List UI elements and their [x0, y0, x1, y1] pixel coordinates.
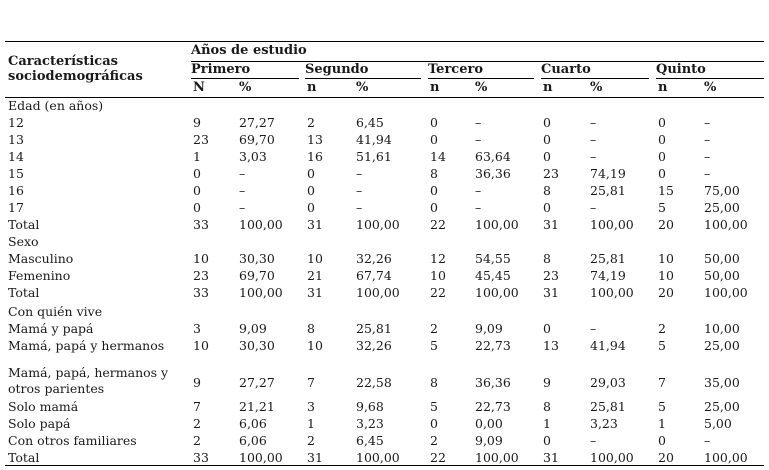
- year-rule-3: [428, 78, 534, 79]
- table-cell: 0: [307, 183, 315, 198]
- table-cell: –: [239, 183, 246, 198]
- table-cell: 23: [543, 268, 559, 283]
- table-cell: 9: [193, 375, 201, 390]
- table-cell: 0: [658, 132, 666, 147]
- table-cell: 100,00: [475, 217, 519, 232]
- table-cell: 74,19: [590, 268, 626, 283]
- table-cell: –: [356, 183, 363, 198]
- table-cell: 10: [307, 338, 323, 353]
- table-cell: 12: [430, 251, 446, 266]
- table-cell: 10: [307, 251, 323, 266]
- table-cell: 10: [193, 251, 209, 266]
- year-header-3: Tercero: [428, 62, 484, 77]
- table-cell: –: [704, 433, 711, 448]
- row-label: Total: [8, 285, 40, 300]
- row-label-continued: otros parientes: [8, 381, 105, 396]
- year-rule-1: [191, 78, 299, 79]
- row-label: Edad (en años): [8, 98, 104, 113]
- row-label: 17: [8, 200, 24, 215]
- table-cell: 8: [543, 183, 551, 198]
- table-cell: 31: [543, 450, 559, 465]
- table-cell: 6,45: [356, 115, 384, 130]
- group-header: Años de estudio: [191, 43, 307, 58]
- table-cell: 69,70: [239, 132, 275, 147]
- table-cell: 0: [658, 149, 666, 164]
- table-cell: –: [356, 166, 363, 181]
- table-cell: 0: [430, 200, 438, 215]
- table-cell: 100,00: [239, 450, 283, 465]
- table-cell: 23: [193, 268, 209, 283]
- row-label: Femenino: [8, 268, 71, 283]
- top-rule: [5, 41, 764, 42]
- year-header-5: Quinto: [656, 62, 706, 77]
- table-cell: 22,73: [475, 399, 511, 414]
- year-header-1: Primero: [191, 62, 251, 77]
- table-cell: 100,00: [475, 450, 519, 465]
- bottom-rule: [5, 465, 764, 466]
- table-cell: 3,23: [590, 416, 618, 431]
- table-cell: 10: [658, 268, 674, 283]
- table-cell: 2: [430, 321, 438, 336]
- table-cell: 100,00: [239, 285, 283, 300]
- table-cell: 5,00: [704, 416, 732, 431]
- table-cell: –: [590, 115, 597, 130]
- table-cell: 23: [543, 166, 559, 181]
- table-cell: 36,36: [475, 166, 511, 181]
- table-cell: 30,30: [239, 251, 275, 266]
- table-cell: 100,00: [356, 450, 400, 465]
- year-rule-5: [656, 78, 764, 79]
- table-cell: 21,21: [239, 399, 275, 414]
- table-cell: 0: [430, 115, 438, 130]
- row-header-line1: Características: [8, 54, 118, 69]
- table-cell: 100,00: [356, 285, 400, 300]
- table-cell: 100,00: [704, 217, 748, 232]
- table-cell: 1: [543, 416, 551, 431]
- table-cell: 22,58: [356, 375, 392, 390]
- table-cell: 0: [658, 115, 666, 130]
- table-cell: 5: [658, 338, 666, 353]
- row-label: Solo mamá: [8, 399, 79, 414]
- table-cell: 7: [193, 399, 201, 414]
- table-cell: 69,70: [239, 268, 275, 283]
- table-cell: 9,09: [475, 321, 503, 336]
- table-cell: 2: [193, 433, 201, 448]
- table-cell: 25,81: [590, 183, 626, 198]
- table-cell: –: [475, 132, 482, 147]
- table-cell: 31: [543, 285, 559, 300]
- table-cell: 9,09: [475, 433, 503, 448]
- table-cell: 8: [543, 399, 551, 414]
- table-cell: 6,06: [239, 416, 267, 431]
- row-label: Masculino: [8, 251, 74, 266]
- table-cell: 5: [430, 399, 438, 414]
- sub-header-8: %: [590, 80, 603, 95]
- table-cell: 3: [193, 321, 201, 336]
- table-cell: 27,27: [239, 115, 275, 130]
- table-cell: –: [590, 149, 597, 164]
- table-cell: 100,00: [239, 217, 283, 232]
- table-cell: 1: [658, 416, 666, 431]
- sub-header-7: n: [543, 80, 553, 95]
- table-cell: 8: [543, 251, 551, 266]
- year-header-2: Segundo: [305, 62, 369, 77]
- table-cell: 16: [307, 149, 323, 164]
- table-cell: 10: [430, 268, 446, 283]
- table-cell: 3,03: [239, 149, 267, 164]
- table-cell: 100,00: [590, 285, 634, 300]
- table-cell: 22: [430, 450, 446, 465]
- table-cell: 100,00: [704, 450, 748, 465]
- table-cell: 9,68: [356, 399, 384, 414]
- table-cell: 50,00: [704, 268, 740, 283]
- table-cell: 20: [658, 217, 674, 232]
- table-cell: 41,94: [356, 132, 392, 147]
- table-cell: 32,26: [356, 338, 392, 353]
- table-cell: 33: [193, 217, 209, 232]
- table-cell: 23: [193, 132, 209, 147]
- table-cell: 25,81: [356, 321, 392, 336]
- table-cell: 1: [307, 416, 315, 431]
- row-header: [8, 54, 143, 84]
- year-header-4: Cuarto: [541, 62, 591, 77]
- table-cell: 1: [193, 149, 201, 164]
- row-label: Sexo: [8, 234, 39, 249]
- table-cell: 20: [658, 450, 674, 465]
- sub-header-10: %: [704, 80, 717, 95]
- row-label: Total: [8, 450, 40, 465]
- table-cell: 33: [193, 450, 209, 465]
- row-label: 12: [8, 115, 24, 130]
- table-cell: 6,06: [239, 433, 267, 448]
- table-cell: 74,19: [590, 166, 626, 181]
- table-cell: 25,00: [704, 200, 740, 215]
- table-cell: 41,94: [590, 338, 626, 353]
- table-cell: 0: [543, 149, 551, 164]
- row-label: Solo papá: [8, 416, 71, 431]
- table-cell: 32,26: [356, 251, 392, 266]
- table-cell: 8: [307, 321, 315, 336]
- table-cell: 50,00: [704, 251, 740, 266]
- table-cell: 9,09: [239, 321, 267, 336]
- row-label: 15: [8, 166, 24, 181]
- table-cell: 8: [430, 166, 438, 181]
- table-cell: 67,74: [356, 268, 392, 283]
- table-cell: 0: [543, 132, 551, 147]
- sub-header-3: n: [307, 80, 317, 95]
- table-cell: 45,45: [475, 268, 511, 283]
- table-cell: 7: [307, 375, 315, 390]
- table-cell: 14: [430, 149, 446, 164]
- table-cell: 10: [193, 338, 209, 353]
- table-cell: –: [239, 200, 246, 215]
- row-label: Mamá y papá: [8, 321, 94, 336]
- table-cell: –: [475, 115, 482, 130]
- table-cell: 10,00: [704, 321, 740, 336]
- row-label: Con quién vive: [8, 304, 103, 319]
- table-cell: 7: [658, 375, 666, 390]
- table-cell: 27,27: [239, 375, 275, 390]
- table-cell: 2: [658, 321, 666, 336]
- table-cell: 0: [658, 433, 666, 448]
- table-cell: –: [704, 149, 711, 164]
- table-cell: 31: [307, 450, 323, 465]
- row-header-line2: sociodemográficas: [8, 69, 143, 84]
- table-cell: –: [590, 132, 597, 147]
- row-label: Mamá, papá, hermanos y: [8, 365, 169, 380]
- sub-header-4: %: [356, 80, 369, 95]
- table-cell: 25,81: [590, 399, 626, 414]
- table-cell: 31: [307, 285, 323, 300]
- table-cell: 5: [658, 399, 666, 414]
- table-cell: 100,00: [590, 450, 634, 465]
- table-cell: 22: [430, 285, 446, 300]
- row-label: 16: [8, 183, 24, 198]
- table-cell: 0: [193, 166, 201, 181]
- table-cell: 6,45: [356, 433, 384, 448]
- table-cell: 21: [307, 268, 323, 283]
- table-cell: 5: [658, 200, 666, 215]
- table-cell: 10: [658, 251, 674, 266]
- row-label: Total: [8, 217, 40, 232]
- table-cell: 100,00: [704, 285, 748, 300]
- table-cell: 0: [430, 416, 438, 431]
- table-cell: 36,36: [475, 375, 511, 390]
- table-cell: 0: [543, 200, 551, 215]
- table-cell: –: [590, 321, 597, 336]
- table-cell: 0: [307, 200, 315, 215]
- header-bottom-rule: [5, 97, 764, 98]
- table-cell: 100,00: [590, 217, 634, 232]
- table-cell: 0: [193, 200, 201, 215]
- table-cell: 30,30: [239, 338, 275, 353]
- table-cell: –: [704, 115, 711, 130]
- table-cell: 25,81: [590, 251, 626, 266]
- row-label: 14: [8, 149, 24, 164]
- table-cell: –: [475, 183, 482, 198]
- table-cell: –: [356, 200, 363, 215]
- table-cell: 0: [543, 321, 551, 336]
- table-cell: 51,61: [356, 149, 392, 164]
- table-cell: 5: [430, 338, 438, 353]
- table-cell: –: [590, 200, 597, 215]
- table-cell: 63,64: [475, 149, 511, 164]
- table-cell: 15: [658, 183, 674, 198]
- table-cell: 2: [307, 433, 315, 448]
- table-cell: 22,73: [475, 338, 511, 353]
- table-cell: –: [590, 433, 597, 448]
- table-cell: 29,03: [590, 375, 626, 390]
- table-cell: 33: [193, 285, 209, 300]
- table-cell: 3: [307, 399, 315, 414]
- table-cell: 13: [307, 132, 323, 147]
- table-cell: 22: [430, 217, 446, 232]
- table-cell: 0: [543, 433, 551, 448]
- table-cell: 2: [193, 416, 201, 431]
- table-cell: 2: [307, 115, 315, 130]
- table-cell: –: [704, 166, 711, 181]
- table-cell: –: [704, 132, 711, 147]
- table-cell: 0: [430, 183, 438, 198]
- sub-header-1: N: [193, 80, 205, 95]
- table-cell: 54,55: [475, 251, 511, 266]
- sub-header-9: n: [658, 80, 668, 95]
- table-cell: 25,00: [704, 338, 740, 353]
- sub-header-5: n: [430, 80, 440, 95]
- table-cell: 9: [543, 375, 551, 390]
- row-label: 13: [8, 132, 24, 147]
- table-cell: 31: [543, 217, 559, 232]
- table-cell: 20: [658, 285, 674, 300]
- table-cell: 31: [307, 217, 323, 232]
- table-cell: 35,00: [704, 375, 740, 390]
- table-cell: 9: [193, 115, 201, 130]
- row-label: Con otros familiares: [8, 433, 137, 448]
- table-cell: 0: [307, 166, 315, 181]
- table-cell: 13: [543, 338, 559, 353]
- table-cell: 0,00: [475, 416, 503, 431]
- sub-header-2: %: [239, 80, 252, 95]
- year-rule-4: [541, 78, 649, 79]
- table-cell: 100,00: [356, 217, 400, 232]
- table-cell: 0: [430, 132, 438, 147]
- table-cell: 0: [193, 183, 201, 198]
- table-cell: 0: [658, 166, 666, 181]
- table-cell: 0: [543, 115, 551, 130]
- table-cell: 8: [430, 375, 438, 390]
- table-cell: –: [475, 200, 482, 215]
- sub-header-6: %: [475, 80, 488, 95]
- table-cell: 100,00: [475, 285, 519, 300]
- year-rule-2: [305, 78, 421, 79]
- table-cell: –: [239, 166, 246, 181]
- row-label: Mamá, papá y hermanos: [8, 338, 165, 353]
- table-cell: 25,00: [704, 399, 740, 414]
- table-cell: 2: [430, 433, 438, 448]
- table-cell: 3,23: [356, 416, 384, 431]
- table-cell: 75,00: [704, 183, 740, 198]
